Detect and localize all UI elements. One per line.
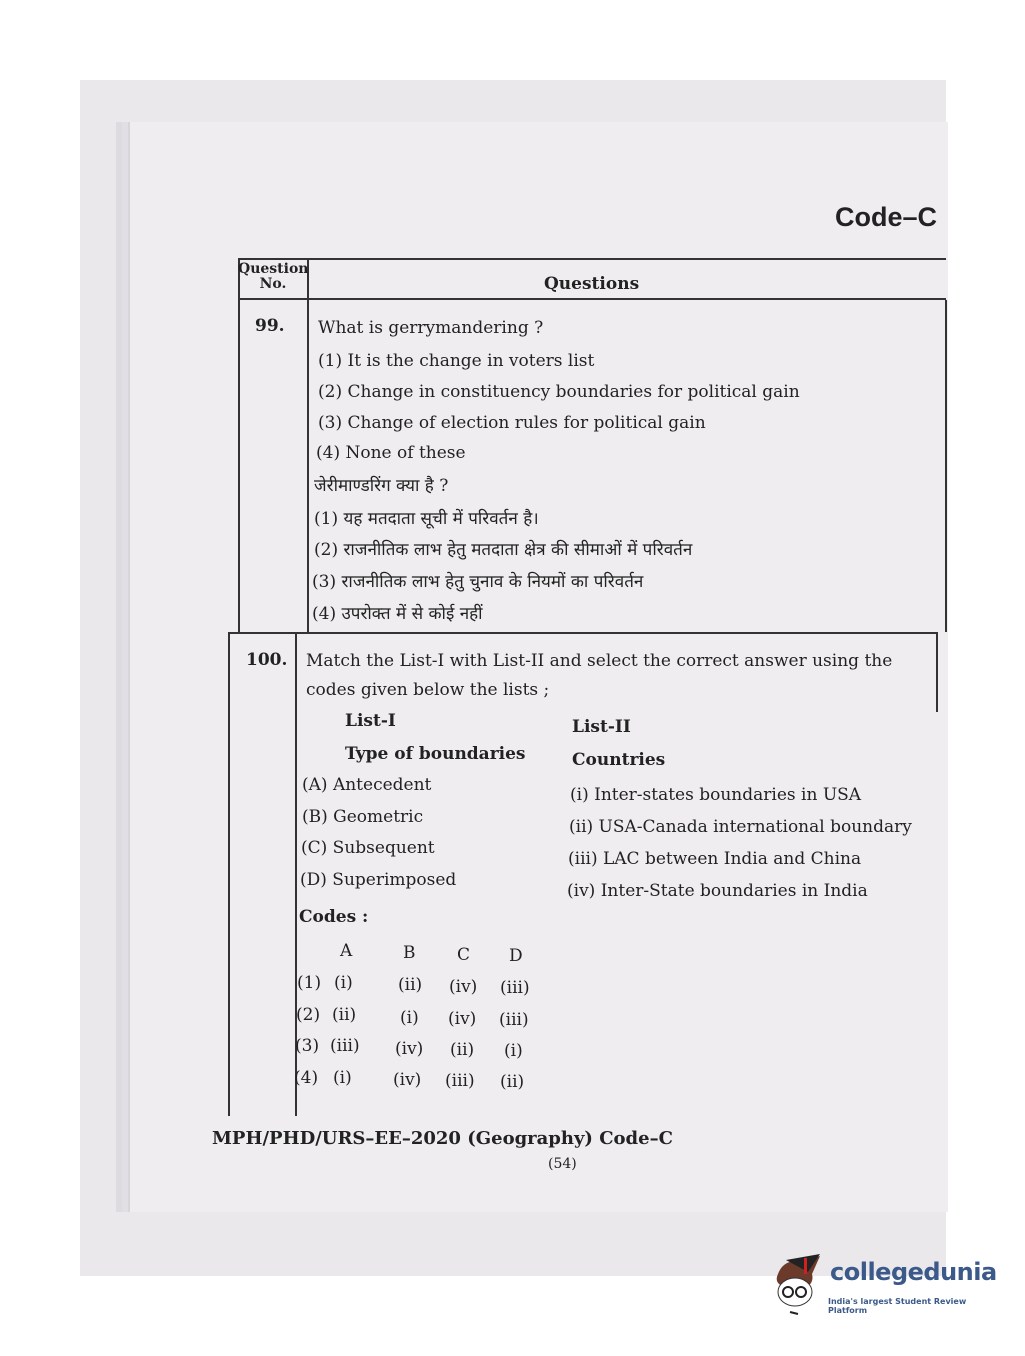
column-divider: [307, 258, 309, 633]
list2-subtitle: Countries: [572, 750, 666, 770]
code-label: Code–C: [835, 202, 938, 232]
list1-item: (A) Antecedent: [302, 775, 432, 795]
header-qno-line1: Question: [238, 261, 309, 277]
code-cell: (iii): [330, 1036, 360, 1056]
code-header: B: [403, 943, 416, 963]
q100-number: 100.: [246, 650, 288, 670]
code-cell: (i): [333, 1068, 352, 1088]
q100-question-line1: Match the List-I with List-II and select the correct answer using the: [306, 651, 893, 671]
code-header: D: [509, 946, 523, 966]
table-right-border-top: [945, 300, 947, 632]
list1-item: (C) Subsequent: [301, 838, 435, 858]
list1-item: (B) Geometric: [302, 807, 424, 827]
q99-option: (4) None of these: [316, 443, 466, 463]
watermark-tagline: India's largest Student Review Platform: [828, 1297, 967, 1315]
code-cell: (ii): [398, 975, 423, 995]
header-bottom-border: [238, 298, 946, 300]
code-cell: (ii): [332, 1005, 357, 1025]
q99-option-hindi: (3) राजनीतिक लाभ हेतु चुनाव के नियमों का परिवर्तन: [312, 572, 644, 592]
q99-question: What is gerrymandering ?: [318, 318, 544, 338]
code-cell: (iv): [448, 1009, 477, 1029]
code-cell: (iv): [395, 1039, 424, 1059]
table-left-border-2: [228, 632, 230, 1116]
table-top-border: [238, 258, 946, 260]
q99-option: (1) It is the change in voters list: [318, 351, 595, 371]
list1-subtitle: Type of boundaries: [345, 744, 526, 764]
watermark-name: collegedunia: [830, 1258, 997, 1286]
mascot-icon: [768, 1252, 828, 1322]
code-header: C: [457, 945, 471, 965]
code-cell: (ii): [450, 1040, 475, 1060]
list2-item: (ii) USA-Canada international boundary: [569, 817, 912, 837]
table-left-border: [238, 258, 240, 633]
code-cell: (i): [400, 1008, 419, 1028]
list2-item: (i) Inter-states boundaries in USA: [570, 785, 862, 805]
header-question-no: [238, 262, 308, 292]
q99-option-hindi: (2) राजनीतिक लाभ हेतु मतदाता क्षेत्र की सीमाओं में परिवर्तन: [314, 540, 693, 560]
header-questions: Questions: [544, 274, 640, 294]
code-option: (2): [296, 1005, 321, 1025]
q99-option: (3) Change of election rules for political gain: [318, 413, 706, 433]
codes-label: Codes :: [299, 907, 369, 927]
q99-option-hindi: (4) उपरोक्त में से कोई नहीं: [312, 604, 483, 624]
code-cell: (iii): [499, 1010, 529, 1030]
code-cell: (iv): [393, 1070, 422, 1090]
code-cell: (iii): [445, 1071, 475, 1091]
collegedunia-watermark: [768, 1252, 998, 1322]
q99-number: 99.: [255, 316, 285, 336]
table-right-border: [936, 632, 938, 712]
code-cell: (iii): [500, 978, 530, 998]
code-option: (3): [295, 1036, 320, 1056]
list2-title: List-II: [572, 717, 631, 737]
row-divider: [228, 632, 938, 634]
list1-item: (D) Superimposed: [300, 870, 457, 890]
code-cell: (ii): [500, 1072, 525, 1092]
list2-item: (iv) Inter-State boundaries in India: [567, 881, 868, 901]
code-cell: (iv): [449, 977, 478, 997]
list1-title: List-I: [345, 711, 396, 731]
page-number: (54): [548, 1156, 577, 1172]
list2-item: (iii) LAC between India and China: [568, 849, 862, 869]
q100-question-line2: codes given below the lists ;: [306, 680, 550, 700]
q99-question-hindi: जेरीमाण्डरिंग क्या है ?: [314, 476, 449, 496]
q99-option: (2) Change in constituency boundaries for political gain: [318, 382, 800, 402]
code-option: (4): [294, 1068, 319, 1088]
header-qno-line2: No.: [259, 276, 287, 292]
q99-option-hindi: (1) यह मतदाता सूची में परिवर्तन है।: [314, 509, 539, 529]
code-option: (1): [297, 973, 322, 993]
code-cell: (i): [504, 1041, 523, 1061]
code-cell: (i): [334, 973, 353, 993]
footer-exam-code: MPH/PHD/URS–EE–2020 (Geography) Code–C: [212, 1128, 673, 1149]
code-header: A: [340, 941, 353, 961]
